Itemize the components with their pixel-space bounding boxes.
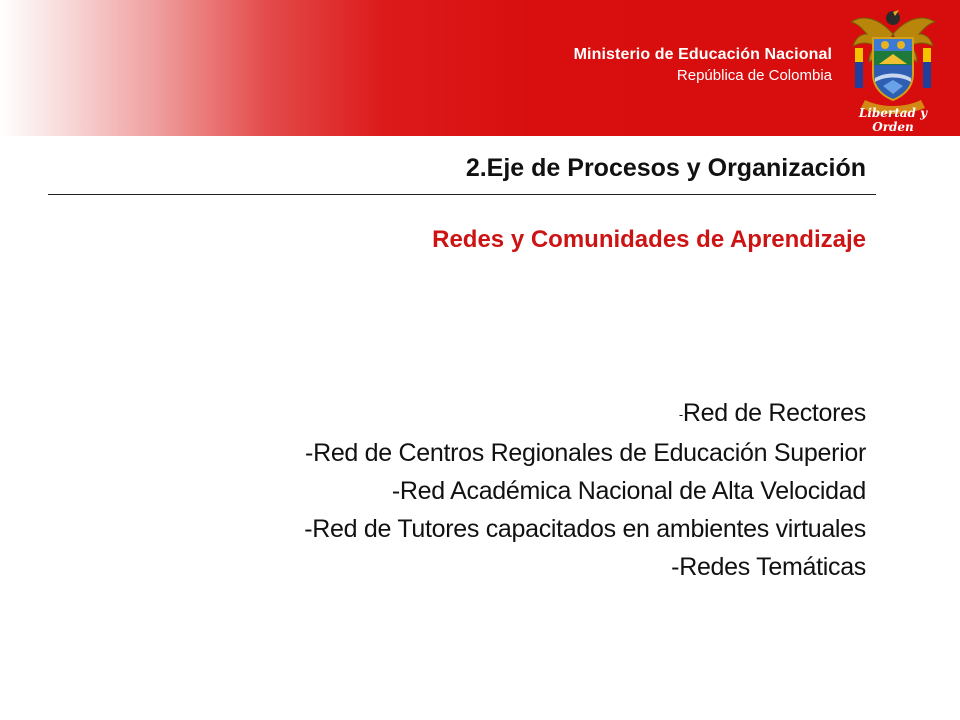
list-item: [304, 434, 866, 472]
network-list: [304, 394, 866, 586]
section-title: 2.Eje de Procesos y Organización: [465, 154, 866, 182]
list-item: [304, 472, 866, 510]
motto-text: Libertad y Orden: [858, 106, 928, 134]
list-item-text: -Red Académica Nacional de Alta Velocidad: [391, 477, 866, 505]
list-item-text: -Redes Temáticas: [671, 553, 866, 581]
header-band: [0, 0, 960, 136]
ministry-block: [574, 44, 832, 86]
list-item-text: Red de Rectores: [682, 399, 866, 427]
list-item: [304, 394, 866, 434]
subtitle: Redes y Comunidades de Aprendizaje: [432, 226, 866, 253]
list-item: [304, 510, 866, 548]
republic-name: República de Colombia: [676, 67, 832, 84]
list-item-text: -Red de Centros Regionales de Educación Superior: [305, 439, 866, 467]
list-item-dash: -: [678, 407, 683, 422]
title-divider: [48, 194, 876, 195]
ministry-name: Ministerio de Educación Nacional: [573, 46, 832, 63]
list-item-text: -Red de Tutores capacitados en ambientes virtuales: [304, 515, 866, 543]
list-item: [304, 548, 866, 586]
